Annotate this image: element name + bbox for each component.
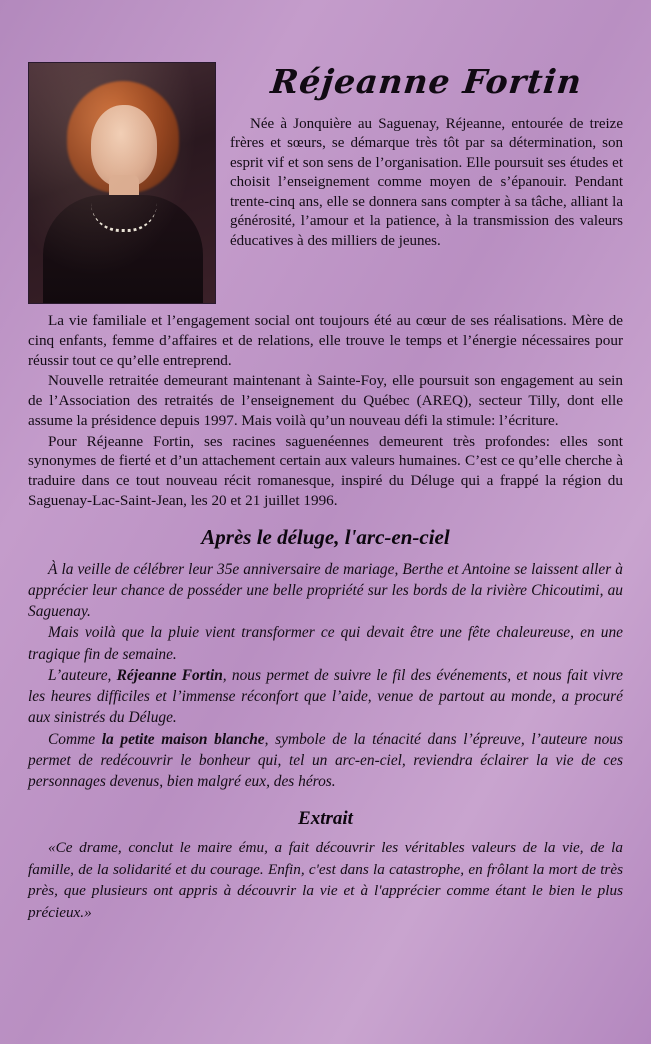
bio-paragraph-3: Pour Réjeanne Fortin, ses racines saguenéennes demeurent très profondes: elles sont synonymes de fierté et d’un attachement certain aux valeurs humaines. C’est ce qu’elle cherche à traduire dans ce tout nouveau récit romanesque, inspiré du Déluge qui a frappé la région du Saguenay-Lac-Saint-Jean, les 20 et 21 juillet 1996. bbox=[28, 432, 623, 509]
bio-intro-paragraph: Née à Jonquière au Saguenay, Réjeanne, entourée de treize frères et sœurs, se démarque très tôt par sa détermination, son esprit vif et son sens de l’organisation. Elle poursuit ses études et choisit l’enseignement comme moyen de s’épanouir. Pendant trente-cinq ans, elle se donnera sans compter à sa tâche, alliant la générosité, l’amour et la patience, à la transmission des valeurs éducatives à des milliers de jeunes. bbox=[230, 116, 623, 249]
synopsis-author-lead: L’auteure, bbox=[48, 666, 117, 684]
bio-paragraph-1: La vie familiale et l’engagement social ont toujours été au cœur de ses réalisations. Mère de cinq enfants, femme d’affaires et de relations, elle trouve le temps et l’énergie nécessaires pour réussir tout ce qu’elle entreprend. bbox=[28, 312, 623, 369]
synopsis-paragraph-2: Mais voilà que la pluie vient transformer ce qui devait être une fête chaleureuse, en une tragique fin de semaine. bbox=[28, 624, 623, 663]
bio-paragraph-2: Nouvelle retraitée demeurant maintenant à Sainte-Foy, elle poursuit son engagement au sein de l’Association des retraités de l’enseignement du Québec (AREQ), secteur Tilly, dont elle assume la présidence depuis 1997. Mais voilà qu’un nouveau défi la stimule: l’écriture. bbox=[28, 372, 623, 429]
synopsis-section bbox=[28, 525, 623, 793]
synopsis-title: Après le déluge, l'arc-en-ciel bbox=[201, 524, 450, 549]
author-signature: Réjeanne Fortin bbox=[268, 62, 585, 101]
synopsis-author-name: Réjeanne Fortin bbox=[116, 666, 223, 684]
synopsis-house-lead: Comme bbox=[48, 730, 102, 748]
synopsis-paragraph-house bbox=[28, 729, 623, 793]
excerpt-title: Extrait bbox=[298, 808, 353, 830]
excerpt-text: «Ce drame, conclut le maire ému, a fait découvrir les véritables valeurs de la vie, de la famille, de la solidarité et du courage. Enfin, c'est dans la catastrophe, en frôlant la mort de très près, que plusieurs ont appris à découvrir la vie et à l'apprécier comme étant le bien le plus précieux.» bbox=[28, 839, 623, 921]
bio-paragraphs-block bbox=[28, 311, 623, 511]
synopsis-house-name: la petite maison blanche bbox=[101, 730, 265, 748]
synopsis-house-rest: , symbole de la ténacité dans l’épreuve, l’auteure nous permet de redécouvrir le bonheur qui, tel un arc-en-ciel, reviendra éclairer la vie de ces personnages devenus, bien malgré eux, des héros. bbox=[28, 730, 623, 790]
synopsis-paragraph-1: À la veille de célébrer leur 35e anniversaire de mariage, Berthe et Antoine se laissent aller à apprécier leur chance de posséder une belle propriété sur les bords de la rivière Chicoutimi, au Saguenay. bbox=[28, 560, 623, 620]
excerpt-section bbox=[28, 808, 623, 923]
synopsis-author-rest: , nous permet de suivre le fil des événements, et nous fait vivre les heures difficiles et l’immense réconfort que l’aide, venue de partout au monde, a procuré aux sinistrés du Déluge. bbox=[28, 666, 623, 727]
header-section bbox=[28, 62, 623, 251]
synopsis-paragraph-author bbox=[28, 665, 623, 729]
